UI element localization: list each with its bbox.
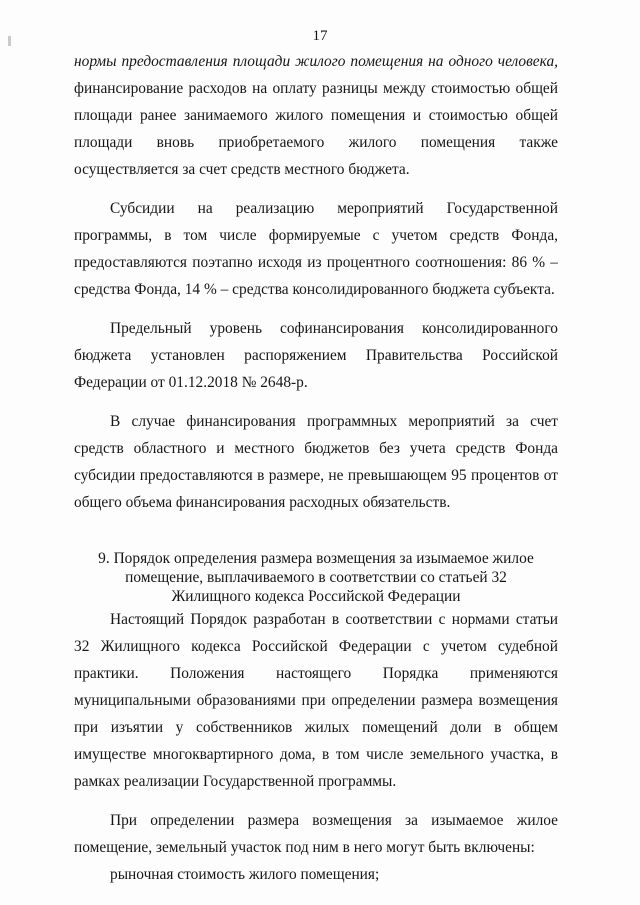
section-paragraph-3: рыночная стоимость жилого помещения; (110, 866, 380, 883)
paragraph-3: Предельный уровень софинансирования консолидированного бюджета установлен распоряжением Правительства Российской Федерации от 01.12.2018 № 2648-р. (74, 320, 558, 391)
paragraph-1-lead: нормы предоставления площади жилого помещения на одного человека, (74, 53, 558, 70)
section-paragraph-2: При определении размера возмещения за изымаемое жилое помещение, земельный участок под ним в него могут быть включены: (74, 812, 558, 856)
paragraph-1 (74, 48, 558, 183)
document-body (74, 48, 558, 888)
paragraph-1-text: финансирование расходов на оплату разницы между стоимостью общей площади ранее занимаемого жилого помещения и стоимостью общей площади вновь приобретаемого жилого помещения также осуществляется за счет средств местного бюджета. (74, 80, 558, 178)
paragraph-4: В случае финансирования программных мероприятий за счет средств областного и местного бюджетов без учета средств Фонда субсидии предоставляются в размере, не превышающем 95 процентов от общего объема финансирования расходных обязательств. (74, 413, 558, 511)
section-paragraph-1: Настоящий Порядок разработан в соответствии с нормами статьи 32 Жилищного кодекса Российской Федерации с учетом судебной практики. Положения настоящего Порядка применяются муниципальными образованиями при определении размера возмещения при изъятии у собственников жилых помещений доли в общем имуществе многоквартирного дома, в том числе земельного участка, в рамках реализации Государственной программы. (74, 611, 558, 790)
paragraph-2: Субсидии на реализацию мероприятий Государственной программы, в том числе формируемые с учетом средств Фонда, предоставляются поэтапно исходя из процентного соотношения: 86 % – средства Фонда, 14 % – средства консолидированного бюджета субъекта. (74, 200, 558, 298)
page-number: 17 (312, 28, 328, 44)
section-heading: 9. Порядок определения размера возмещения за изымаемое жилое помещение, выплачиваемого в соответствии со статьей 32 Жилищного кодекса Российской Федерации (98, 550, 534, 605)
